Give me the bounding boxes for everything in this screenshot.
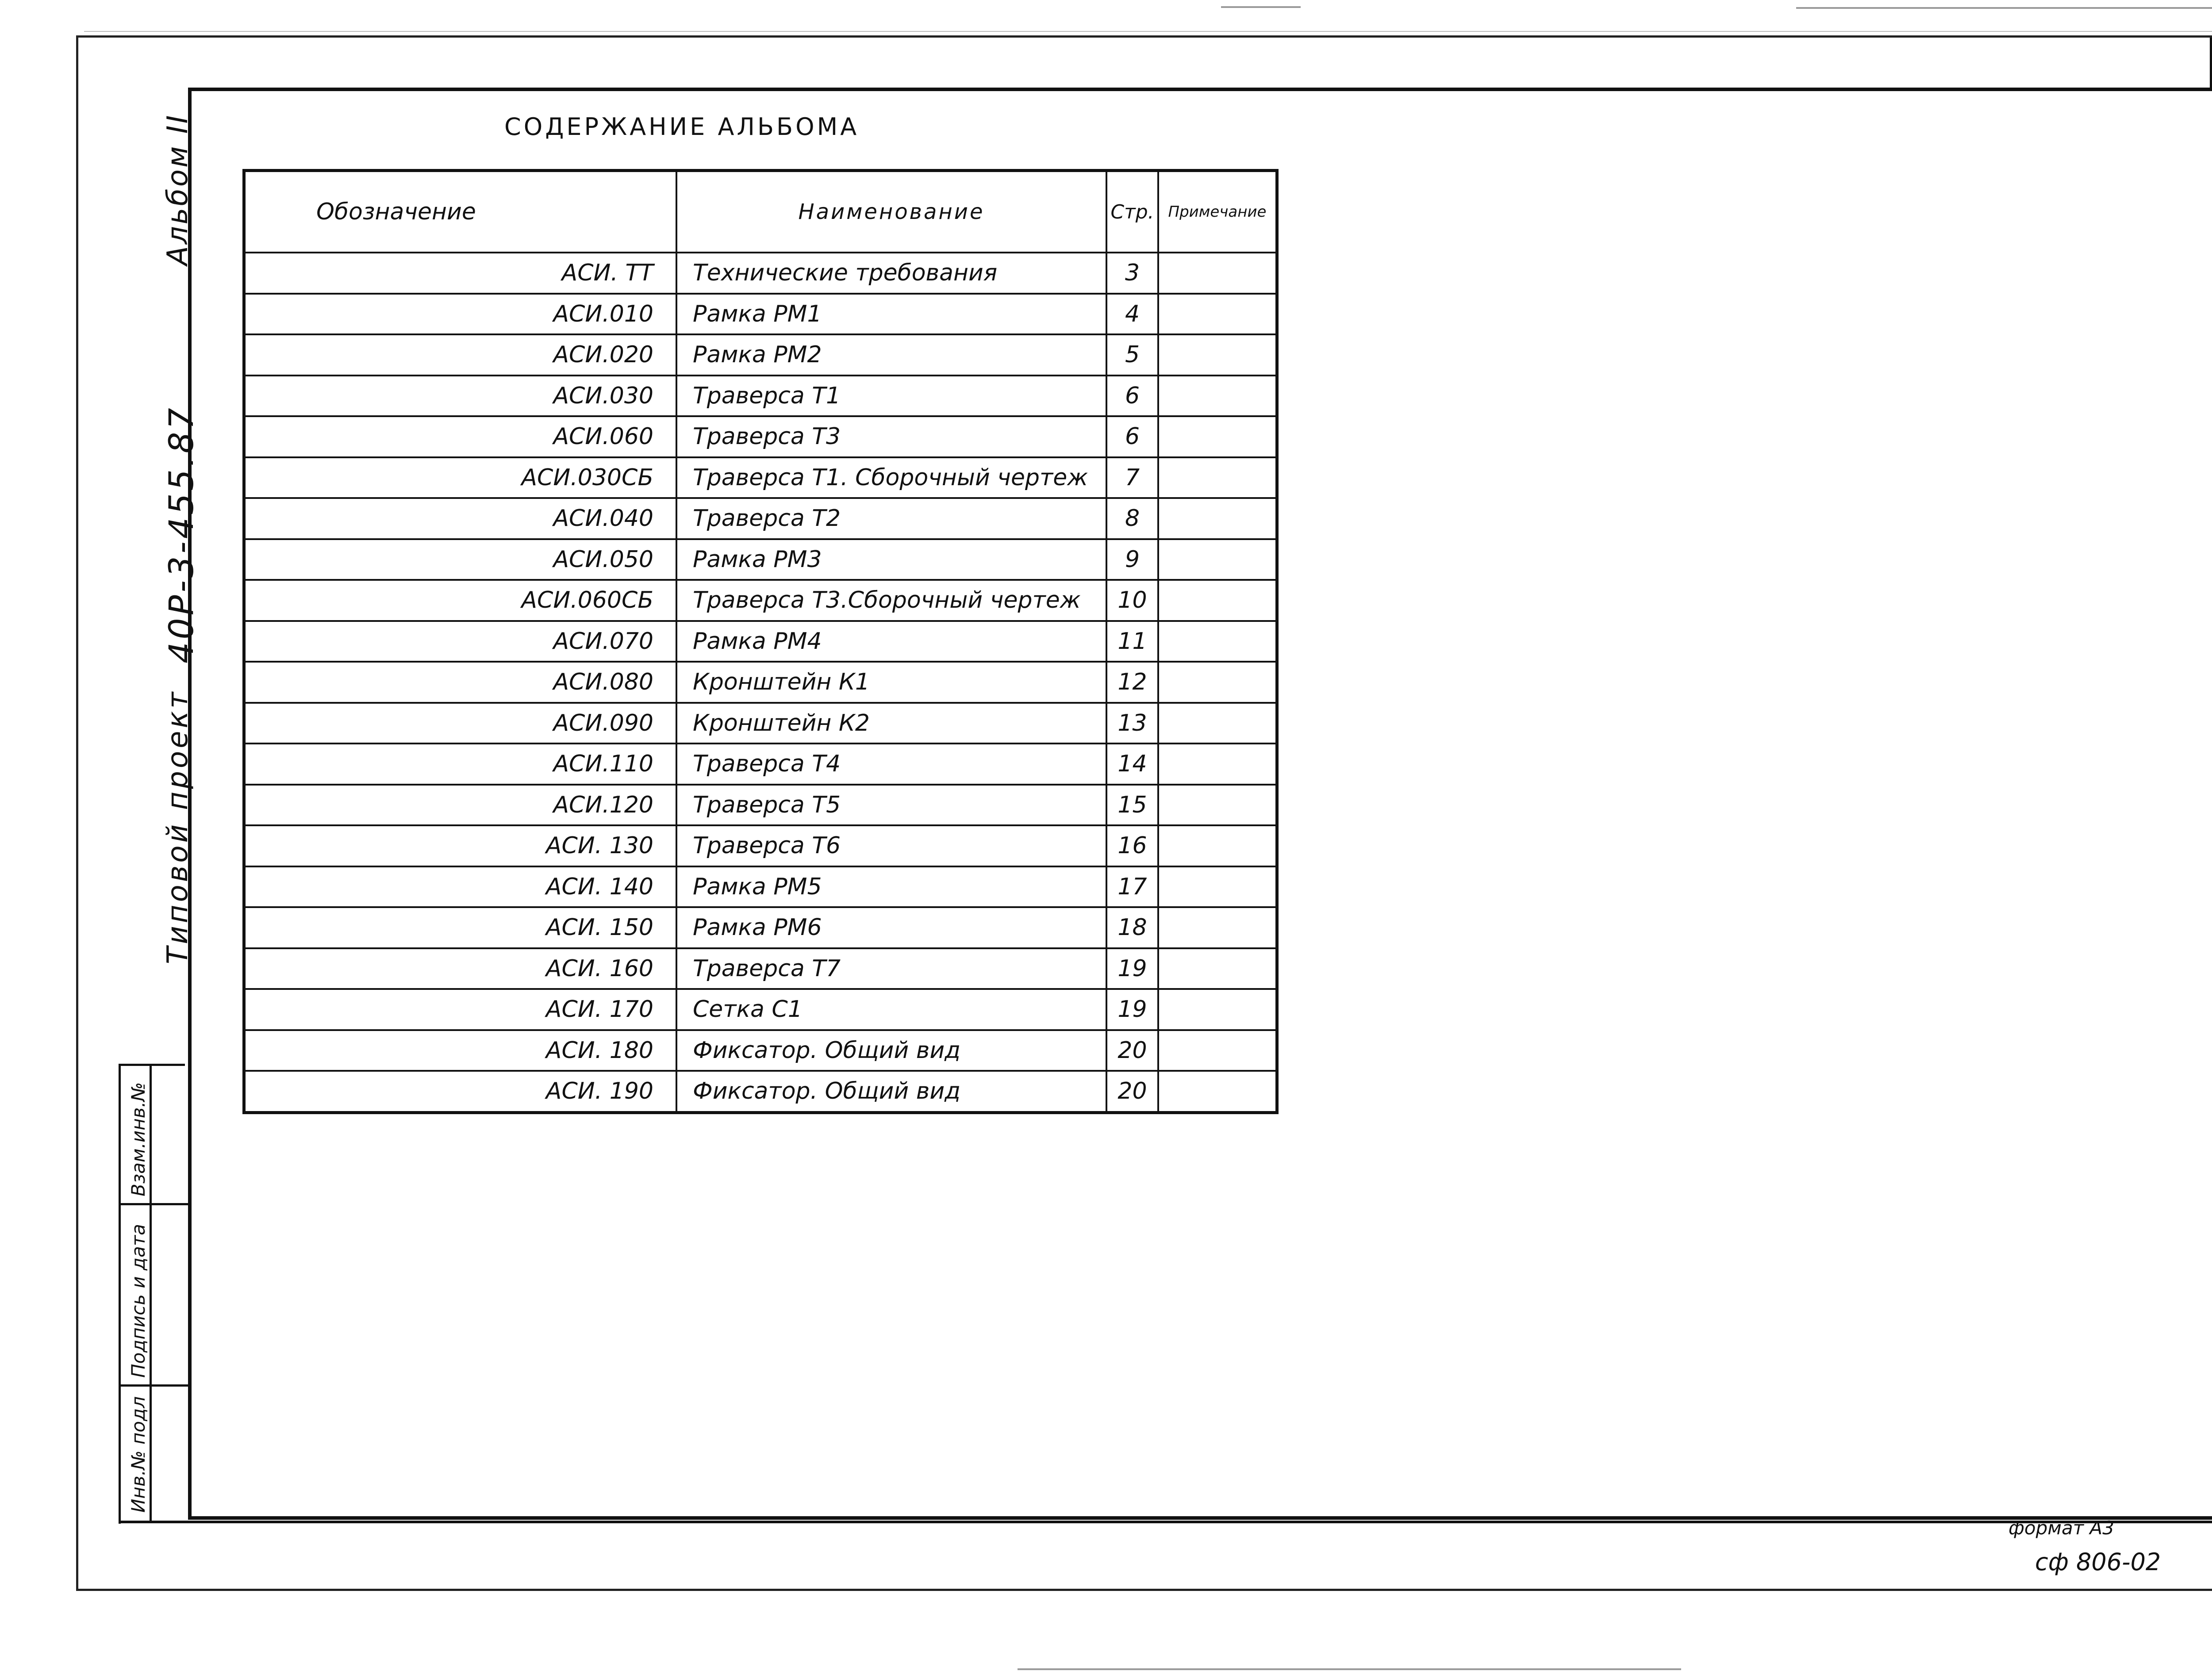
row-note [1158,703,1277,744]
row-page: 16 [1106,825,1158,866]
table-row [244,948,1277,989]
row-name: Сетка С1 [676,989,1106,1030]
project-code: 40Р-3-455.87 [161,405,201,663]
table-row [244,825,1277,866]
row-name: Рамка РМ4 [676,621,1106,662]
row-note [1158,253,1277,294]
table-row [244,866,1277,908]
row-name: Траверса Т2 [676,498,1106,539]
row-page: 6 [1106,376,1158,417]
row-code: АСИ.110 [244,744,677,785]
scan-noise-top [1221,6,1301,8]
frame-bottom-line [119,1521,2212,1523]
row-page: 10 [1106,580,1158,621]
row-page: 7 [1106,457,1158,498]
stamp-inv-original-label: Инв.№ подл [127,1396,149,1513]
row-code: АСИ.030 [244,376,677,417]
row-code: АСИ.070 [244,621,677,662]
row-note [1158,662,1277,703]
row-code: АСИ. ТТ [244,253,677,294]
table-row [244,662,1277,703]
row-name: Траверса Т1 [676,376,1106,417]
table-row [244,621,1277,662]
row-note [1158,785,1277,826]
row-page: 19 [1106,989,1158,1030]
table-row [244,253,1277,294]
table-row [244,376,1277,417]
row-name: Фиксатор. Общий вид [676,1071,1106,1112]
row-page: 13 [1106,703,1158,744]
row-note [1158,334,1277,376]
row-code: АСИ. 180 [244,1030,677,1071]
row-page: 3 [1106,253,1158,294]
row-note [1158,989,1277,1030]
row-name: Рамка РМ2 [676,334,1106,376]
row-name: Рамка РМ5 [676,866,1106,908]
row-name: Траверса Т7 [676,948,1106,989]
table-row [244,498,1277,539]
stamp-inv-replace-label: Взам.инв.№ [127,1082,149,1196]
stamp-divider [119,1203,188,1205]
row-note [1158,294,1277,335]
row-code: АСИ. 190 [244,1071,677,1112]
row-note [1158,866,1277,908]
row-code: АСИ. 150 [244,907,677,948]
row-page: 20 [1106,1030,1158,1071]
scan-noise-top-right [1796,7,2212,9]
row-code: АСИ.050 [244,539,677,580]
row-note [1158,580,1277,621]
table-row [244,1071,1277,1112]
contents-table [242,169,1279,1114]
row-name: Кронштейн К1 [676,662,1106,703]
table-row [244,416,1277,457]
row-page: 19 [1106,948,1158,989]
row-note [1158,825,1277,866]
scan-noise-bottom [1018,1668,1681,1670]
stamp-signature-date-label: Подпись и дата [127,1224,149,1378]
table-row [244,785,1277,826]
table-row [244,294,1277,335]
row-name: Траверса Т6 [676,825,1106,866]
row-note [1158,621,1277,662]
row-note [1158,498,1277,539]
row-name: Технические требования [676,253,1106,294]
row-name: Рамка РМ3 [676,539,1106,580]
table-row [244,989,1277,1030]
row-page: 20 [1106,1071,1158,1112]
header-code: Обозначение [244,171,677,253]
table-row [244,539,1277,580]
project-type-label: Типовой проект [161,689,194,964]
table-row [244,744,1277,785]
row-page: 14 [1106,744,1158,785]
row-name: Рамка РМ6 [676,907,1106,948]
row-note [1158,1030,1277,1071]
row-name: Фиксатор. Общий вид [676,1030,1106,1071]
row-note [1158,376,1277,417]
table-row [244,580,1277,621]
row-page: 18 [1106,907,1158,948]
stamp-divider [119,1384,188,1387]
header-page: Стр. [1106,171,1158,253]
row-name: Траверса Т3 [676,416,1106,457]
table-row [244,334,1277,376]
row-page: 17 [1106,866,1158,908]
row-name: Траверса Т4 [676,744,1106,785]
album-label: Альбом II [161,113,194,265]
row-code: АСИ.120 [244,785,677,826]
row-code: АСИ. 160 [244,948,677,989]
table-row [244,703,1277,744]
row-page: 4 [1106,294,1158,335]
row-name: Траверса Т3.Сборочный чертеж [676,580,1106,621]
row-code: АСИ. 170 [244,989,677,1030]
row-page: 8 [1106,498,1158,539]
row-code: АСИ.060СБ [244,580,677,621]
row-name: Траверса Т1. Сборочный чертеж [676,457,1106,498]
row-code: АСИ.090 [244,703,677,744]
page-title: СОДЕРЖАНИЕ АЛЬБОМА [504,113,860,141]
top-rule-line [84,31,2212,32]
row-name: Рамка РМ1 [676,294,1106,335]
row-page: 6 [1106,416,1158,457]
row-page: 12 [1106,662,1158,703]
row-code: АСИ. 140 [244,866,677,908]
row-note [1158,539,1277,580]
row-page: 15 [1106,785,1158,826]
header-name: Наименование [676,171,1106,253]
table-header-row [244,171,1277,253]
header-note: Примечание [1158,171,1277,253]
row-note [1158,1071,1277,1112]
row-code: АСИ.080 [244,662,677,703]
row-code: АСИ. 130 [244,825,677,866]
row-note [1158,416,1277,457]
row-code: АСИ.030СБ [244,457,677,498]
row-page: 11 [1106,621,1158,662]
stamp-divider [150,1064,152,1521]
form-code: сф 806-02 [2035,1548,2161,1576]
table-row [244,457,1277,498]
row-note [1158,744,1277,785]
row-name: Траверса Т5 [676,785,1106,826]
row-code: АСИ.040 [244,498,677,539]
table-row [244,1030,1277,1071]
row-code: АСИ.060 [244,416,677,457]
row-note [1158,907,1277,948]
row-code: АСИ.020 [244,334,677,376]
contents-table-body [244,253,1277,1112]
row-note [1158,948,1277,989]
row-page: 5 [1106,334,1158,376]
page-number [2210,38,2212,88]
sheet-format: формат А3 [2008,1517,2114,1539]
row-page: 9 [1106,539,1158,580]
row-name: Кронштейн К2 [676,703,1106,744]
table-row [244,907,1277,948]
row-note [1158,457,1277,498]
row-code: АСИ.010 [244,294,677,335]
